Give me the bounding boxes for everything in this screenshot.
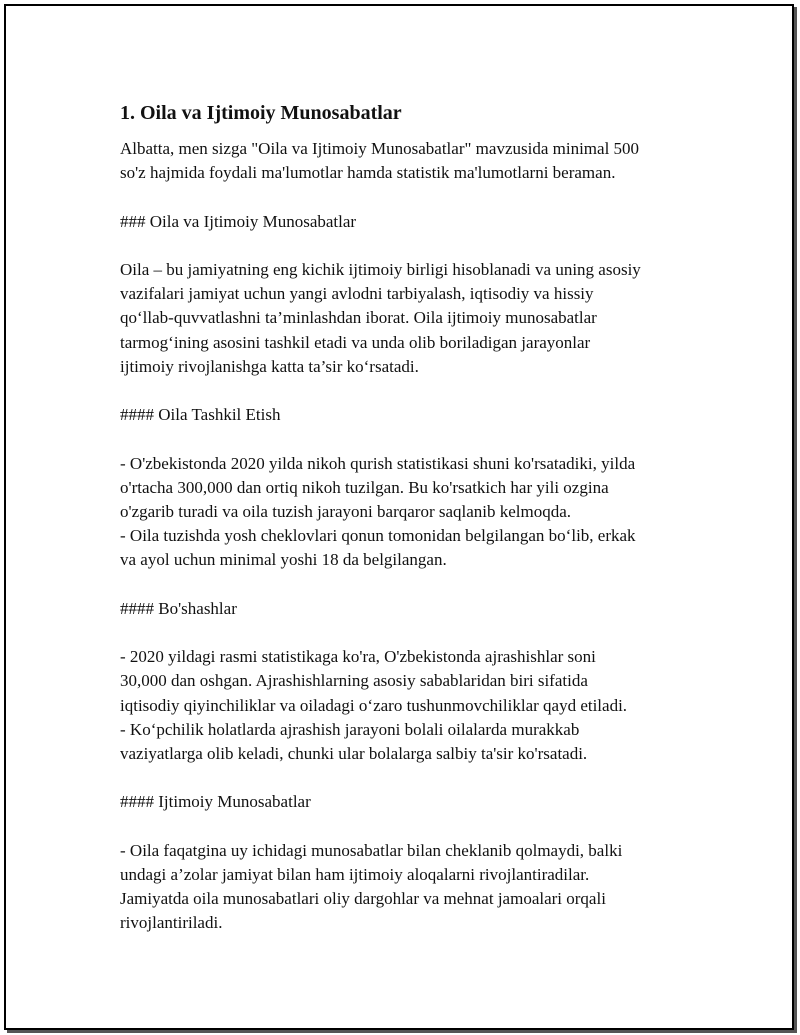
document-content [120, 100, 690, 936]
document-page [4, 4, 794, 1030]
boshashlar-paragraph: - 2020 yildagi rasmi statistikaga ko'ra, O'zbekistonda ajrashishlar soni 30,000 dan oshgan. Ajrashishlarning asosiy sabablaridan biri sifatida iqtisodiy qiyinchiliklar va oiladagi o‘zaro tushunmovchiliklar qayd etiladi. - Ko‘pchilik holatlarda ajrashish jarayoni bolali oilalarda murakkab vaziyatlarga olib keladi, chunki ular bolalarga salbiy ta'sir ko'rsatadi. [120, 647, 628, 763]
spacer [120, 573, 690, 597]
section-heading-ijtimoiy: #### Ijtimoiy Munosabatlar [120, 792, 311, 812]
section-heading-main: ### Oila va Ijtimoiy Munosabatlar [120, 211, 357, 231]
tashkil-paragraph: - O'zbekistonda 2020 yilda nikoh qurish statistikasi shuni ko'rsatadiki, yilda o'rtacha 300,000 dan ortiq nikoh tuzilgan. Bu ko'rsatkich har yili ozgina o'zgarib turadi va oila tuzish jarayoni barqaror saqlanib kelmoqda. - Oila tuzishda yosh cheklovlari qonun tomonidan belgilangan bo‘lib, erkak va ayol uchun minimal yoshi 18 da belgilangan. [120, 453, 636, 570]
ijtimoiy-paragraph: - Oila faqatgina uy ichidagi munosabatlar bilan cheklanib qolmaydi, balki undagi a’zolar jamiyat bilan ham ijtimoiy aloqalarni rivojlantiradilar. Jamiyatda oila munosabatlari oliy dargohlar va mehnat jamoalari orqali rivojlantiriladi. [120, 840, 623, 933]
spacer [120, 427, 690, 451]
spacer [120, 379, 690, 403]
spacer [120, 766, 690, 790]
oila-paragraph: Oila – bu jamiyatning eng kichik ijtimoiy birligi hisoblanadi va uning asosiy vazifalari jamiyat uchun yangi avlodni tarbiyalash, iqtisodiy va hissiy qo‘llab-quvvatlashni ta’minlashdan iborat. Oila ijtimoiy munosabatlar tarmog‘ining asosini tashkil etadi va unda olib boriladigan jarayonlar ijtimoiy rivojlanishga katta ta’sir ko‘rsatadi. [120, 259, 641, 376]
spacer [120, 621, 690, 645]
document-title: 1. Oila va Ijtimoiy Munosabatlar [120, 102, 402, 124]
section-heading-tashkil: #### Oila Tashkil Etish [120, 405, 281, 425]
spacer [120, 185, 690, 209]
spacer [120, 234, 690, 258]
section-heading-boshashlar: #### Bo'shashlar [120, 598, 237, 618]
spacer [120, 815, 690, 839]
intro-paragraph: Albatta, men sizga "Oila va Ijtimoiy Munosabatlar" mavzusida minimal 500 so'z hajmida foydali ma'lumotlar hamda statistik ma'lumotlarni beraman. [120, 139, 640, 183]
